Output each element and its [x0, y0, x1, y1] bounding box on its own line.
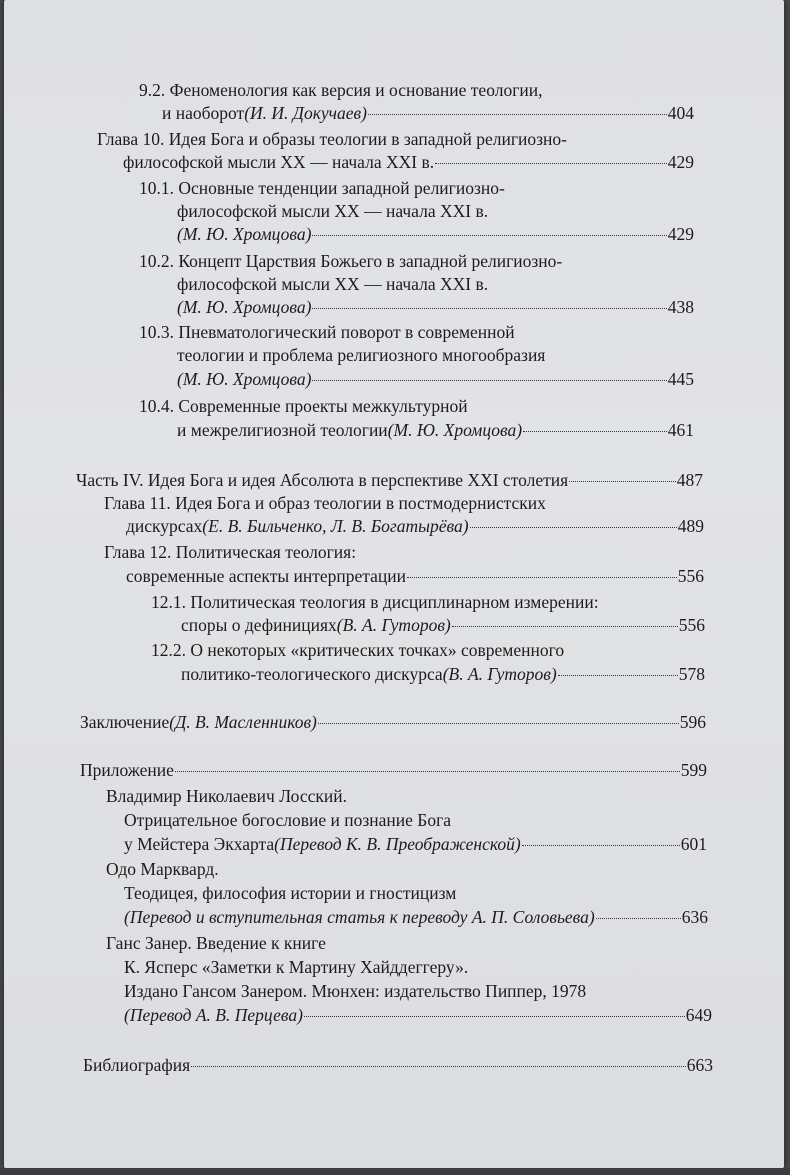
dot-leader: [596, 918, 681, 919]
toc-marquard-line2[interactable]: [124, 905, 708, 929]
toc-lossky-line1: Отрицательное богословие и познание Бога: [124, 810, 452, 830]
toc-10-3-author: (М. Ю. Хромцова): [177, 369, 312, 389]
toc-ch12-page: 556: [677, 566, 704, 586]
toc-conclusion-page: 596: [679, 712, 706, 732]
dot-leader: [175, 771, 680, 772]
toc-lossky-name: Владимир Николаевич Лосский.: [106, 786, 347, 806]
toc-10-1-line1: 10.1. Основные тенденции западной религиозно-: [139, 178, 505, 198]
toc-9-2-line2[interactable]: и наоборот (И. И. Докучаев) 404: [162, 103, 694, 123]
toc-10-3-line2: теологии и проблема религиозного многообразия: [177, 345, 546, 365]
toc-12-1-page: 556: [678, 615, 705, 635]
toc-marquard-name: Одо Марквард.: [106, 859, 219, 879]
toc-10-2-page: 438: [667, 297, 694, 317]
dot-leader: [470, 527, 677, 528]
toc-ch10-page: 429: [667, 152, 694, 172]
toc-10-4-line2[interactable]: и межрелигиозной теологии (М. Ю. Хромцова) 461: [177, 420, 694, 440]
toc-ch12-line1: Глава 12. Политическая теология:: [104, 542, 357, 562]
toc-conclusion-author: (Д. В. Масленников): [169, 712, 317, 732]
dot-leader: [304, 1016, 685, 1017]
toc-ch11-line1: Глава 11. Идея Бога и образ теологии в постмодернистских: [104, 493, 546, 513]
toc-bibliography[interactable]: Библиография 663: [83, 1055, 713, 1075]
toc-10-4-author: (М. Ю. Хромцова): [387, 420, 523, 440]
toc-marquard-page: 636: [681, 907, 708, 927]
toc-10-2-author: (М. Ю. Хромцова): [177, 297, 312, 317]
toc-ch10-line2[interactable]: философской мысли XX — начала XXI в. 429: [123, 152, 694, 172]
toc-12-1-line1: 12.1. Политическая теология в дисциплинарном измерении:: [151, 592, 599, 612]
table-of-contents: [4, 0, 784, 1168]
toc-12-2-line2[interactable]: политико-теологического дискурса (В. А. Гуторов) 578: [181, 664, 705, 684]
toc-10-1-author: (М. Ю. Хромцова): [177, 224, 312, 244]
dot-leader: [407, 577, 677, 578]
toc-saner-page: 649: [685, 1005, 712, 1025]
dot-leader: [569, 481, 676, 482]
toc-12-2-line1: 12.2. О некоторых «критических точках» современного: [151, 640, 565, 660]
dot-leader: [318, 723, 679, 724]
dot-leader: [435, 163, 667, 164]
toc-part4-page: 487: [676, 470, 703, 490]
toc-ch12-line2[interactable]: современные аспекты интерпретации 556: [126, 566, 704, 586]
toc-12-2-author: (В. А. Гуторов): [442, 664, 557, 684]
toc-12-1-author: (В. А. Гуторов): [336, 615, 451, 635]
toc-lossky-translator: (Перевод К. В. Преображенской): [274, 834, 521, 854]
toc-10-4-line1: 10.4. Современные проекты межкультурной: [139, 396, 468, 416]
dot-leader: [558, 675, 678, 676]
toc-10-3-page: 445: [667, 369, 694, 389]
dot-leader: [312, 235, 666, 236]
toc-saner-translator: (Перевод А. В. Перцева): [124, 1005, 303, 1025]
toc-10-2-line2: философской мысли XX — начала XXI в.: [177, 274, 489, 294]
toc-12-1-line2[interactable]: споры о дефинициях (В. А. Гуторов) 556: [181, 615, 705, 635]
dot-leader: [312, 308, 666, 309]
toc-ch11-author: (Е. В. Бильченко, Л. В. Богатырёва): [202, 516, 469, 536]
background-edge: [0, 1168, 790, 1175]
toc-10-1-line3[interactable]: [177, 222, 694, 246]
dot-leader: [522, 845, 680, 846]
toc-lossky-line2[interactable]: у Мейстера Экхарта (Перевод К. В. Преображенской) 601: [124, 834, 707, 854]
toc-ch11-page: 489: [677, 516, 704, 536]
toc-9-2-author: (И. И. Докучаев): [244, 103, 367, 123]
dot-leader: [523, 431, 667, 432]
toc-marquard-translator: (Перевод и вступительная статья к переводу А. П. Соловьева): [124, 907, 595, 927]
toc-10-3-line1: 10.3. Пневматологический поворот в современной: [139, 322, 515, 342]
toc-10-3-line3[interactable]: [177, 367, 694, 391]
toc-saner-line3: Издано Гансом Занером. Мюнхен: издательство Пиппер, 1978: [124, 981, 587, 1001]
dot-leader: [452, 626, 678, 627]
toc-10-2-line3[interactable]: [177, 295, 694, 319]
toc-appendix-page: 599: [680, 760, 707, 780]
toc-10-1-page: 429: [667, 224, 694, 244]
dot-leader: [368, 114, 667, 115]
toc-ch11-line2[interactable]: дискурсах (Е. В. Бильченко, Л. В. Богатырёва) 489: [126, 516, 704, 536]
toc-appendix[interactable]: Приложение 599: [80, 760, 707, 780]
dot-leader: [191, 1066, 686, 1067]
toc-saner-line1: Ганс Занер. Введение к книге: [106, 933, 326, 953]
toc-bibliography-page: 663: [686, 1055, 713, 1075]
toc-10-2-line1: 10.2. Концепт Царствия Божьего в западной религиозно-: [139, 251, 563, 271]
toc-ch10-line1: Глава 10. Идея Бога и образы теологии в западной религиозно-: [97, 129, 567, 149]
toc-marquard-line1: Теодицея, философия истории и гностицизм: [124, 883, 457, 903]
toc-10-4-page: 461: [667, 420, 694, 440]
toc-saner-line2: К. Ясперс «Заметки к Мартину Хайддеггеру».: [124, 957, 469, 977]
toc-saner-line4[interactable]: [124, 1003, 712, 1027]
dot-leader: [312, 380, 666, 381]
toc-conclusion[interactable]: Заключение (Д. В. Масленников) 596: [80, 712, 706, 732]
toc-9-2-line1: 9.2. Феноменология как версия и основание теологии,: [139, 80, 543, 100]
toc-12-2-page: 578: [678, 664, 705, 684]
toc-9-2-page: 404: [667, 103, 694, 123]
toc-10-1-line2: философской мысли XX — начала XXI в.: [177, 201, 489, 221]
toc-part4[interactable]: Часть IV. Идея Бога и идея Абсолюта в перспективе XXI столетия 487: [76, 470, 703, 490]
book-page: [4, 0, 784, 1168]
toc-lossky-page: 601: [680, 834, 707, 854]
